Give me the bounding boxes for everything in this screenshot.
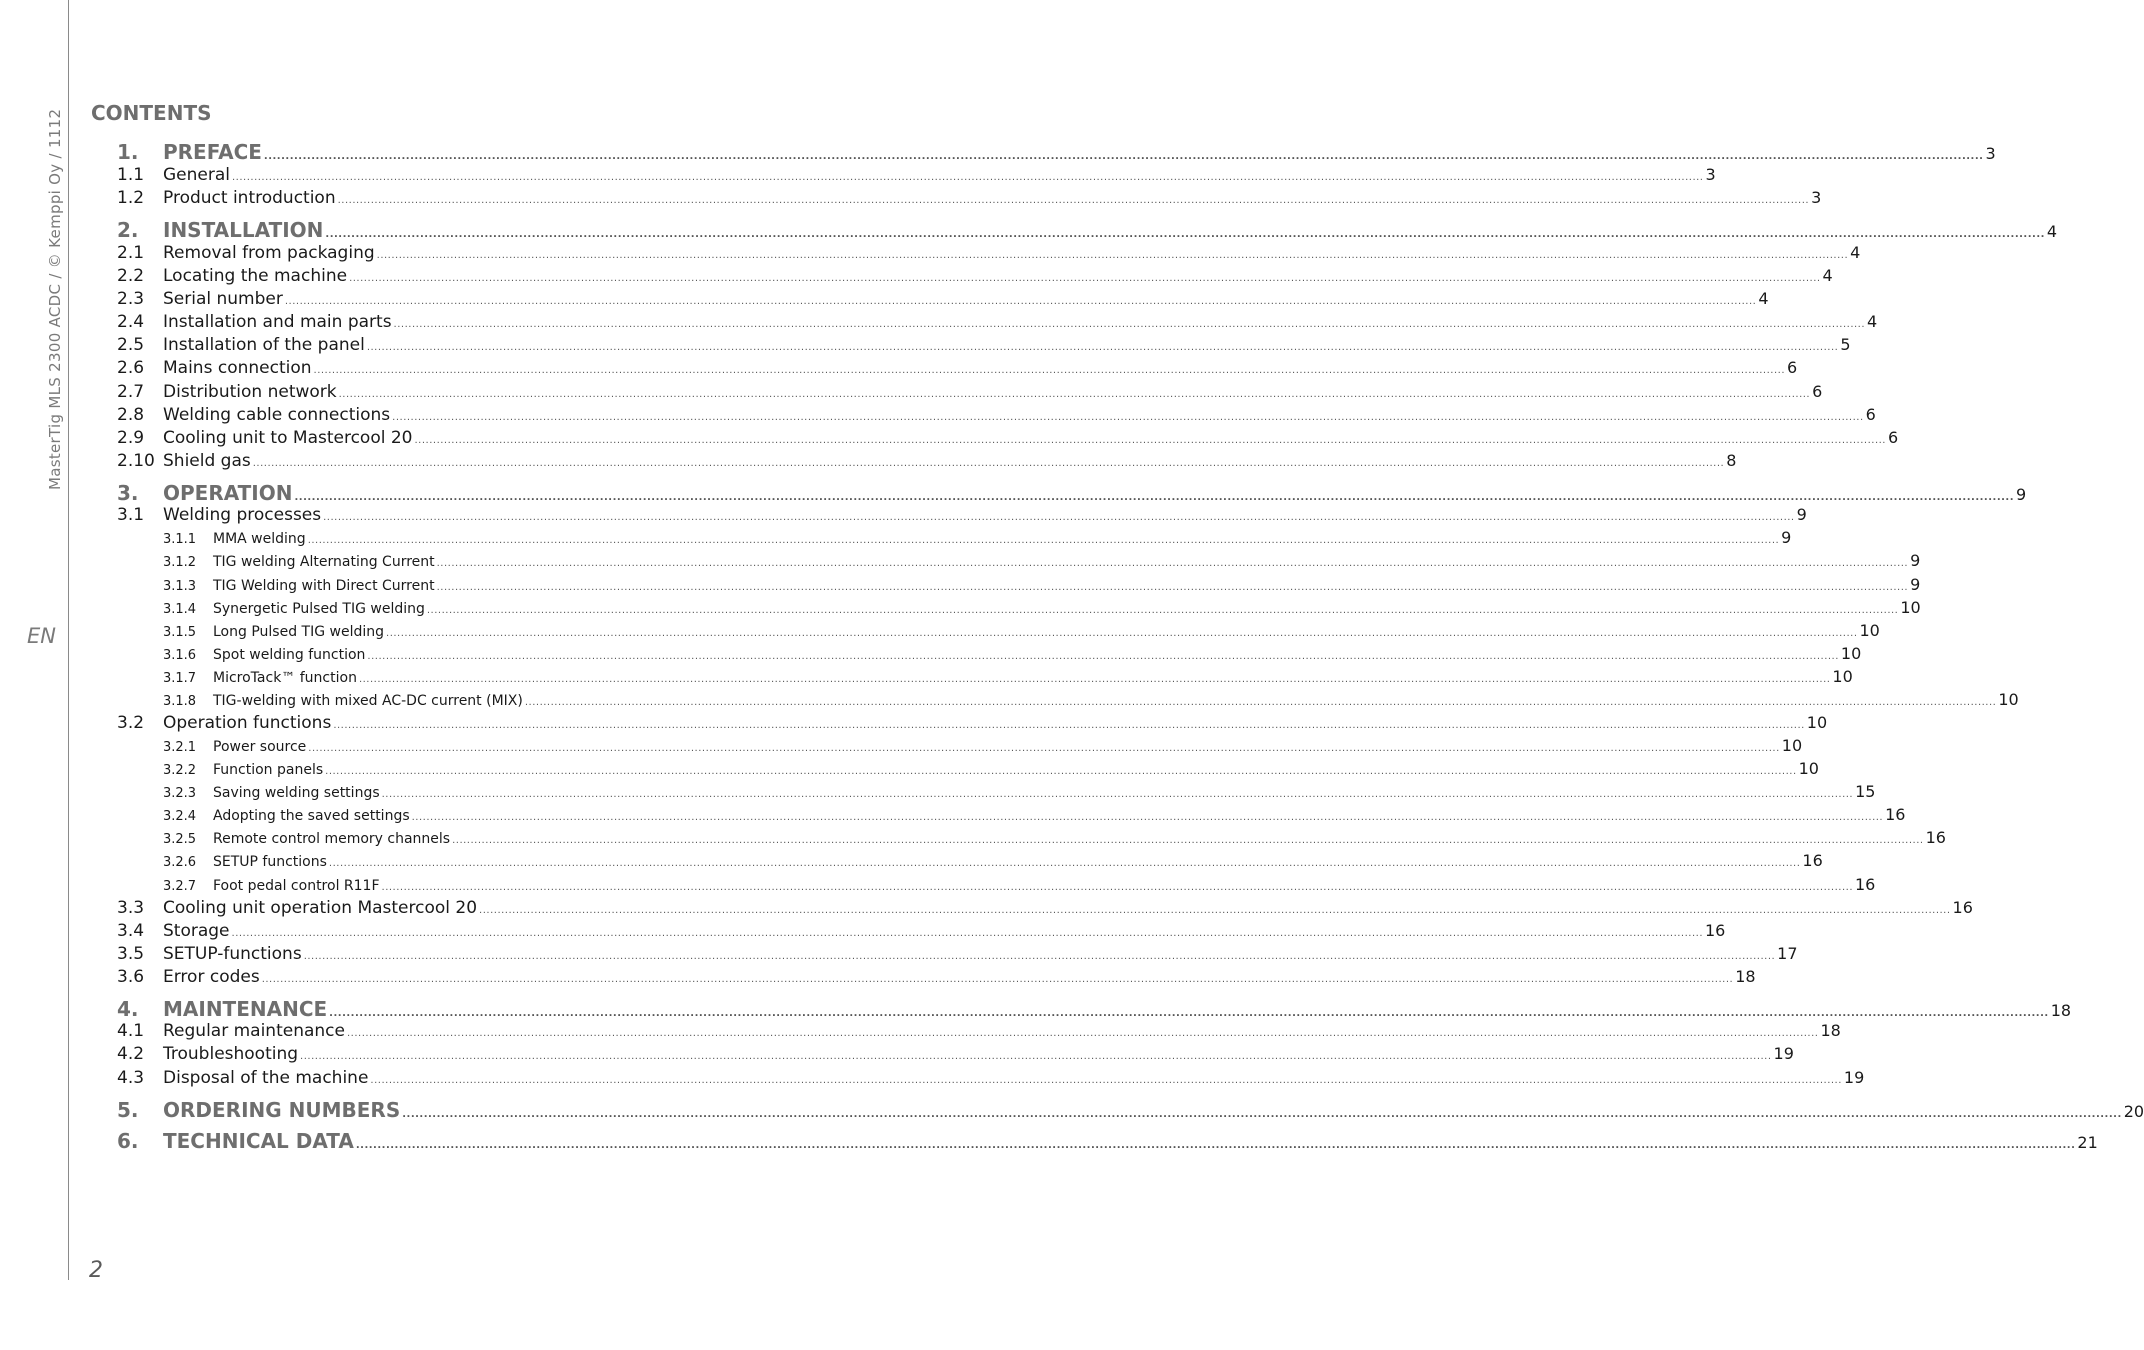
toc-entry-label: Troubleshooting xyxy=(163,1044,299,1064)
toc-leader-dots: ................................................................................................................................................................................................................................................................................................................................................................................................................ xyxy=(284,296,1757,307)
toc-leader-dots: ................................................................................................................................................................................................................................................................................................................................................................................................................ xyxy=(436,558,1909,569)
toc-entry-page: 9 xyxy=(1910,551,1921,570)
toc-entry-page: 4 xyxy=(1850,243,1861,262)
toc-entry-page: 10 xyxy=(1998,690,2019,709)
toc-entry-label: SETUP functions xyxy=(213,854,327,870)
toc-entry-page: 16 xyxy=(1925,828,1946,847)
toc-entry-label: Storage xyxy=(163,921,230,941)
toc-subsection-entry[interactable] xyxy=(117,551,1921,570)
language-marker: EN xyxy=(27,624,56,648)
toc-leader-dots: ................................................................................................................................................................................................................................................................................................................................................................................................................ xyxy=(524,697,1997,708)
toc-entry-page: 4 xyxy=(1867,312,1878,331)
toc-entry-page: 10 xyxy=(1900,598,1921,617)
toc-leader-dots: ................................................................................................................................................................................................................................................................................................................................................................................................................ xyxy=(426,605,1899,616)
toc-entry-number: 3.2.3 xyxy=(163,786,197,801)
toc-entry-page: 21 xyxy=(2077,1133,2098,1152)
toc-entry-number: 2.7 xyxy=(117,382,145,402)
toc-subsection-entry[interactable] xyxy=(117,621,1880,640)
toc-entry-page: 16 xyxy=(1855,875,1876,894)
toc-leader-dots: ................................................................................................................................................................................................................................................................................................................................................................................................................ xyxy=(393,319,1866,330)
toc-entry-page: 3 xyxy=(1705,165,1716,184)
toc-leader-dots: ................................................................................................................................................................................................................................................................................................................................................................................................................ xyxy=(436,582,1909,593)
toc-entry-number: 4.3 xyxy=(117,1068,145,1088)
toc-entry-label: Distribution network xyxy=(163,382,337,402)
toc-entry-page: 17 xyxy=(1777,944,1798,963)
toc-entry-number: 3.1.6 xyxy=(163,648,197,663)
toc-section-entry[interactable] xyxy=(117,358,1798,378)
toc-subsection-entry[interactable] xyxy=(117,759,1819,778)
toc-subsection-entry[interactable] xyxy=(117,690,2019,709)
toc-entry-label: Remote control memory channels xyxy=(213,831,451,847)
toc-entry-number: 3.2 xyxy=(117,713,145,733)
toc-entry-page: 16 xyxy=(1885,805,1906,824)
toc-entry-page: 18 xyxy=(1820,1021,1841,1040)
toc-leader-dots: ................................................................................................................................................................................................................................................................................................................................................................................................................ xyxy=(231,928,1703,939)
toc-entry-number: 1.1 xyxy=(117,165,145,185)
toc-entry-label: SETUP-functions xyxy=(163,944,302,964)
toc-leader-dots: ................................................................................................................................................................................................................................................................................................................................................................................................................ xyxy=(479,905,1951,916)
toc-entry-page: 10 xyxy=(1832,667,1853,686)
toc-leader-dots: ................................................................................................................................................................................................................................................................................................................................................................................................................ xyxy=(337,195,1810,206)
toc-entry-number: 3.1.1 xyxy=(163,532,197,547)
toc-subsection-entry[interactable] xyxy=(117,575,1921,594)
toc-chapter-entry[interactable] xyxy=(117,1098,2144,1122)
toc-entry-page: 19 xyxy=(1843,1068,1865,1087)
page-number: 2 xyxy=(89,1258,103,1283)
toc-entry-label: TIG welding Alternating Current xyxy=(213,554,435,570)
toc-leader-dots: ................................................................................................................................................................................................................................................................................................................................................................................................................ xyxy=(414,435,1886,446)
toc-entry-number: 2.4 xyxy=(117,312,145,332)
toc-entry-number: 3.1.4 xyxy=(163,602,197,617)
toc-leader-dots: ................................................................................................................................................................................................................................................................................................................................................................................................................ xyxy=(346,1028,1819,1039)
toc-entry-number: 2.9 xyxy=(117,428,145,448)
toc-section-entry[interactable] xyxy=(117,382,1823,402)
toc-entry-number: 3.1.7 xyxy=(163,671,197,686)
toc-entry-page: 5 xyxy=(1840,335,1851,354)
toc-entry-label: PREFACE xyxy=(163,140,262,164)
toc-section-entry[interactable] xyxy=(117,898,1973,918)
toc-section-entry[interactable] xyxy=(117,289,1769,309)
toc-leader-dots: ................................................................................................................................................................................................................................................................................................................................................................................................................ xyxy=(411,812,1884,823)
toc-leader-dots: ................................................................................................................................................................................................................................................................................................................................................................................................................ xyxy=(358,674,1831,685)
toc-entry-label: Regular maintenance xyxy=(163,1021,345,1041)
toc-entry-label: Shield gas xyxy=(163,451,251,471)
toc-entry-number: 5. xyxy=(117,1098,139,1122)
toc-entry-label: Long Pulsed TIG welding xyxy=(213,624,385,640)
toc-entry-label: Adopting the saved settings xyxy=(213,808,410,824)
toc-subsection-entry[interactable] xyxy=(117,875,1876,894)
toc-subsection-entry[interactable] xyxy=(117,782,1876,801)
toc-entry-number: 3.1.5 xyxy=(163,625,197,640)
toc-entry-number: 3.1.3 xyxy=(163,579,197,594)
toc-leader-dots: ................................................................................................................................................................................................................................................................................................................................................................................................................ xyxy=(263,151,1984,162)
toc-entry-page: 18 xyxy=(1735,967,1756,986)
toc-entry-number: 2. xyxy=(117,218,139,242)
toc-section-entry[interactable] xyxy=(117,1021,1841,1041)
toc-entry-page: 10 xyxy=(1781,736,1803,755)
toc-leader-dots: ................................................................................................................................................................................................................................................................................................................................................................................................................ xyxy=(232,172,1704,183)
toc-leader-dots: ................................................................................................................................................................................................................................................................................................................................................................................................................ xyxy=(333,720,1805,731)
toc-entry-page: 19 xyxy=(1773,1044,1794,1063)
toc-leader-dots: ................................................................................................................................................................................................................................................................................................................................................................................................................ xyxy=(370,1075,1842,1086)
margin-rule xyxy=(68,0,69,1280)
toc-entry-page: 6 xyxy=(1787,358,1798,377)
toc-section-entry[interactable] xyxy=(117,713,1828,733)
toc-entry-label: Power source xyxy=(213,739,307,755)
toc-entry-page: 9 xyxy=(1796,505,1807,524)
toc-entry-label: Serial number xyxy=(163,289,283,309)
toc-entry-number: 3.1 xyxy=(117,505,145,525)
toc-subsection-entry[interactable] xyxy=(117,667,1853,686)
toc-section-entry[interactable] xyxy=(117,1068,1865,1088)
toc-entry-number: 3.5 xyxy=(117,944,145,964)
toc-entry-number: 3.2.4 xyxy=(163,809,197,824)
toc-section-entry[interactable] xyxy=(117,967,1756,987)
toc-entry-number: 3.2.2 xyxy=(163,763,197,778)
toc-section-entry[interactable] xyxy=(117,312,1878,332)
toc-entry-label: OPERATION xyxy=(163,481,293,505)
toc-section-entry[interactable] xyxy=(117,266,1833,286)
toc-entry-number: 2.2 xyxy=(117,266,145,286)
toc-entry-page: 16 xyxy=(1952,898,1973,917)
toc-entry-label: TECHNICAL DATA xyxy=(163,1129,354,1153)
toc-entry-page: 15 xyxy=(1855,782,1876,801)
toc-leader-dots: ................................................................................................................................................................................................................................................................................................................................................................................................................ xyxy=(303,951,1776,962)
toc-entry-number: 3.2.1 xyxy=(163,740,197,755)
toc-entry-number: 1.2 xyxy=(117,188,145,208)
toc-leader-dots: ................................................................................................................................................................................................................................................................................................................................................................................................................ xyxy=(381,882,1853,893)
toc-entry-label: Disposal of the machine xyxy=(163,1068,369,1088)
toc-entry-label: Cooling unit to Mastercool 20 xyxy=(163,428,413,448)
toc-leader-dots: ................................................................................................................................................................................................................................................................................................................................................................................................................ xyxy=(452,835,1924,846)
toc-section-entry[interactable] xyxy=(117,405,1876,425)
toc-entry-label: MAINTENANCE xyxy=(163,997,328,1021)
toc-leader-dots: ................................................................................................................................................................................................................................................................................................................................................................................................................ xyxy=(338,389,1811,400)
toc-entry-number: 2.5 xyxy=(117,335,145,355)
toc-entry-page: 10 xyxy=(1798,759,1819,778)
toc-entry-label: Error codes xyxy=(163,967,260,987)
toc-entry-label: Foot pedal control R11F xyxy=(213,878,380,894)
toc-subsection-entry[interactable] xyxy=(117,598,1921,617)
toc-leader-dots: ................................................................................................................................................................................................................................................................................................................................................................................................................ xyxy=(366,342,1839,353)
toc-entry-page: 10 xyxy=(1806,713,1828,732)
toc-entry-number: 4.2 xyxy=(117,1044,145,1064)
toc-entry-page: 20 xyxy=(2123,1102,2144,1121)
toc-entry-page: 9 xyxy=(1781,528,1792,547)
toc-entry-number: 1. xyxy=(117,140,139,164)
toc-entry-number: 2.10 xyxy=(117,451,155,471)
toc-entry-label: TIG-welding with mixed AC-DC current (MIX) xyxy=(213,693,523,709)
toc-section-entry[interactable] xyxy=(117,243,1861,263)
toc-entry-page: 9 xyxy=(1910,575,1921,594)
toc-entry-number: 3.2.5 xyxy=(163,832,197,847)
document-identifier: MasterTig MLS 2300 ACDC / © Kemppi Oy / 1112 xyxy=(46,108,64,490)
toc-leader-dots: ................................................................................................................................................................................................................................................................................................................................................................................................................ xyxy=(329,1008,2049,1019)
toc-entry-label: Spot welding function xyxy=(213,647,366,663)
toc-section-entry[interactable] xyxy=(117,451,1737,471)
toc-leader-dots: ................................................................................................................................................................................................................................................................................................................................................................................................................ xyxy=(355,1140,2076,1151)
toc-leader-dots: ................................................................................................................................................................................................................................................................................................................................................................................................................ xyxy=(307,535,1780,546)
toc-entry-page: 3 xyxy=(1985,144,1996,163)
toc-entry-label: MMA welding xyxy=(213,531,306,547)
toc-chapter-entry[interactable] xyxy=(117,140,1996,164)
toc-leader-dots: ................................................................................................................................................................................................................................................................................................................................................................................................................ xyxy=(313,365,1785,376)
toc-entry-label: Welding processes xyxy=(163,505,322,525)
toc-entry-label: Welding cable connections xyxy=(163,405,391,425)
toc-entry-label: Operation functions xyxy=(163,713,332,733)
toc-subsection-entry[interactable] xyxy=(117,736,1803,755)
toc-entry-number: 3.6 xyxy=(117,967,145,987)
toc-entry-page: 3 xyxy=(1811,188,1822,207)
toc-entry-label: Installation of the panel xyxy=(163,335,365,355)
toc-leader-dots: ................................................................................................................................................................................................................................................................................................................................................................................................................ xyxy=(386,628,1858,639)
toc-entry-number: 4.1 xyxy=(117,1021,145,1041)
toc-chapter-entry[interactable] xyxy=(117,1129,2098,1153)
toc-leader-dots: ................................................................................................................................................................................................................................................................................................................................................................................................................ xyxy=(349,273,1821,284)
toc-leader-dots: ................................................................................................................................................................................................................................................................................................................................................................................................................ xyxy=(392,412,1864,423)
toc-leader-dots: ................................................................................................................................................................................................................................................................................................................................................................................................................ xyxy=(381,789,1854,800)
toc-leader-dots: ................................................................................................................................................................................................................................................................................................................................................................................................................ xyxy=(367,651,1839,662)
toc-entry-number: 3.4 xyxy=(117,921,145,941)
toc-leader-dots: ................................................................................................................................................................................................................................................................................................................................................................................................................ xyxy=(402,1109,2122,1120)
toc-entry-page: 6 xyxy=(1865,405,1876,424)
toc-entry-label: Product introduction xyxy=(163,188,336,208)
toc-entry-number: 2.8 xyxy=(117,405,145,425)
toc-entry-label: Mains connection xyxy=(163,358,312,378)
toc-entry-number: 2.3 xyxy=(117,289,145,309)
page-title: CONTENTS xyxy=(91,101,212,125)
toc-entry-number: 3.3 xyxy=(117,898,145,918)
toc-entry-number: 2.1 xyxy=(117,243,145,263)
toc-entry-number: 3.1.2 xyxy=(163,555,197,570)
toc-subsection-entry[interactable] xyxy=(117,851,1823,870)
toc-leader-dots: ................................................................................................................................................................................................................................................................................................................................................................................................................ xyxy=(308,743,1780,754)
toc-entry-page: 4 xyxy=(1822,266,1833,285)
toc-entry-number: 6. xyxy=(117,1129,139,1153)
toc-section-entry[interactable] xyxy=(117,165,1716,185)
toc-entry-number: 4. xyxy=(117,997,139,1021)
toc-entry-label: INSTALLATION xyxy=(163,218,324,242)
toc-subsection-entry[interactable] xyxy=(117,644,1862,663)
toc-leader-dots: ................................................................................................................................................................................................................................................................................................................................................................................................................ xyxy=(294,492,2015,503)
toc-entry-number: 2.6 xyxy=(117,358,145,378)
toc-leader-dots: ................................................................................................................................................................................................................................................................................................................................................................................................................ xyxy=(323,512,1795,523)
toc-entry-label: Removal from packaging xyxy=(163,243,375,263)
toc-entry-label: MicroTack™ function xyxy=(213,670,357,686)
toc-entry-page: 4 xyxy=(1758,289,1769,308)
toc-subsection-entry[interactable] xyxy=(117,828,1946,847)
toc-entry-label: TIG Welding with Direct Current xyxy=(213,578,435,594)
toc-section-entry[interactable] xyxy=(117,335,1851,355)
toc-entry-number: 3. xyxy=(117,481,139,505)
toc-entry-label: Synergetic Pulsed TIG welding xyxy=(213,601,425,617)
toc-leader-dots: ................................................................................................................................................................................................................................................................................................................................................................................................................ xyxy=(252,458,1725,469)
toc-section-entry[interactable] xyxy=(117,505,1807,525)
toc-entry-page: 16 xyxy=(1802,851,1823,870)
toc-entry-page: 16 xyxy=(1705,921,1726,940)
toc-leader-dots: ................................................................................................................................................................................................................................................................................................................................................................................................................ xyxy=(325,766,1797,777)
toc-entry-page: 4 xyxy=(2046,222,2058,241)
toc-entry-page: 6 xyxy=(1812,382,1823,401)
toc-entry-label: ORDERING NUMBERS xyxy=(163,1098,401,1122)
toc-entry-label: General xyxy=(163,165,230,185)
toc-leader-dots: ................................................................................................................................................................................................................................................................................................................................................................................................................ xyxy=(300,1051,1772,1062)
toc-entry-number: 3.2.7 xyxy=(163,879,197,894)
toc-section-entry[interactable] xyxy=(117,921,1726,941)
toc-entry-label: Locating the machine xyxy=(163,266,348,286)
toc-section-entry[interactable] xyxy=(117,1044,1794,1064)
toc-section-entry[interactable] xyxy=(117,428,1899,448)
toc-entry-label: Cooling unit operation Mastercool 20 xyxy=(163,898,478,918)
toc-entry-page: 10 xyxy=(1840,644,1862,663)
toc-entry-number: 3.1.8 xyxy=(163,694,197,709)
toc-leader-dots: ................................................................................................................................................................................................................................................................................................................................................................................................................ xyxy=(325,229,2045,240)
toc-subsection-entry[interactable] xyxy=(117,528,1792,547)
toc-leader-dots: ................................................................................................................................................................................................................................................................................................................................................................................................................ xyxy=(328,858,1801,869)
toc-entry-page: 6 xyxy=(1887,428,1899,447)
toc-section-entry[interactable] xyxy=(117,944,1798,964)
toc-entry-page: 9 xyxy=(2016,485,2027,504)
toc-chapter-entry[interactable] xyxy=(117,218,2058,242)
toc-subsection-entry[interactable] xyxy=(117,805,1906,824)
toc-entry-label: Function panels xyxy=(213,762,324,778)
toc-entry-page: 8 xyxy=(1726,451,1737,470)
toc-chapter-entry[interactable] xyxy=(117,997,2072,1021)
toc-entry-number: 3.2.6 xyxy=(163,855,197,870)
toc-entry-page: 18 xyxy=(2050,1001,2072,1020)
toc-chapter-entry[interactable] xyxy=(117,481,2027,505)
toc-entry-label: Installation and main parts xyxy=(163,312,392,332)
toc-leader-dots: ................................................................................................................................................................................................................................................................................................................................................................................................................ xyxy=(261,974,1734,985)
toc-entry-page: 10 xyxy=(1859,621,1880,640)
toc-section-entry[interactable] xyxy=(117,188,1822,208)
toc-leader-dots: ................................................................................................................................................................................................................................................................................................................................................................................................................ xyxy=(376,250,1849,261)
toc-entry-label: Saving welding settings xyxy=(213,785,380,801)
